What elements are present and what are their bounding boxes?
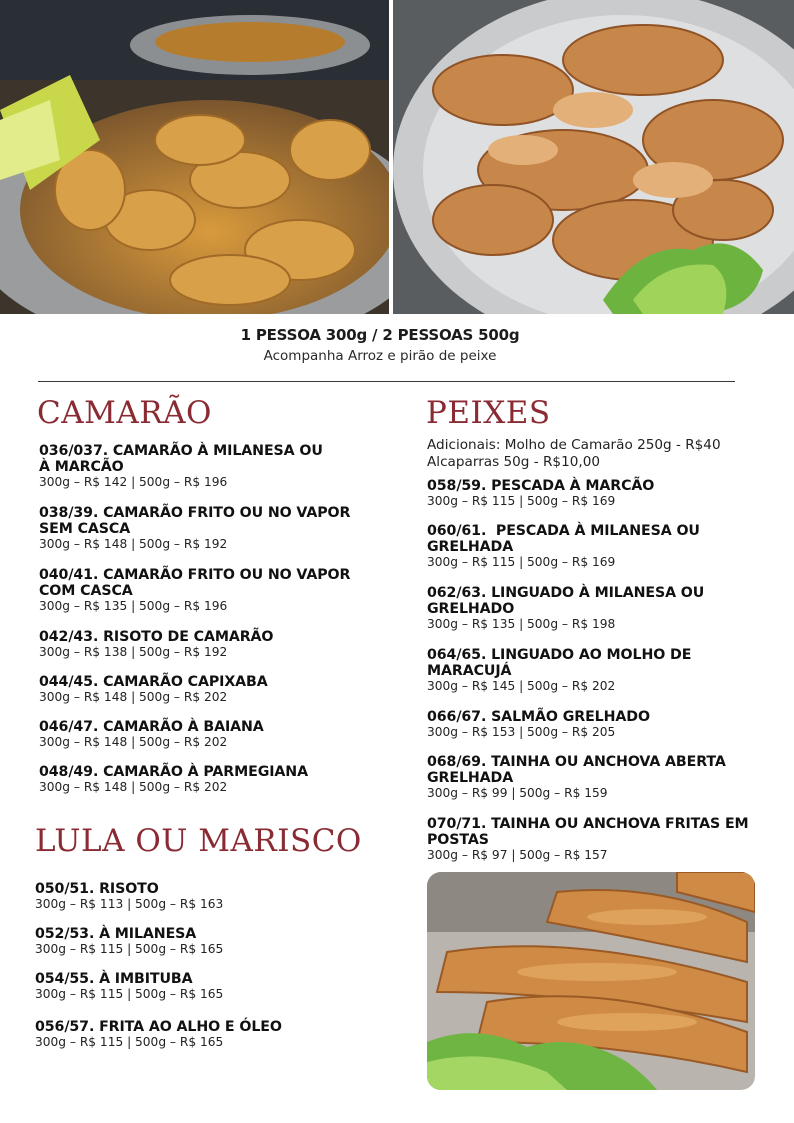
menu-item-price: 300g – R$ 153 | 500g – R$ 205 [427, 725, 616, 739]
divider [38, 381, 735, 382]
menu-item [39, 629, 399, 674]
menu-item [39, 443, 399, 505]
menu-item [427, 585, 787, 647]
menu-item-name: 060/61. PESCADA À MILANESA OU GRELHADA [427, 523, 700, 555]
breaded-fish-strips-photo [427, 872, 755, 1090]
menu-item-price: 300g – R$ 115 | 500g – R$ 169 [427, 555, 616, 569]
section-title-lula-ou-marisco: LULA OU MARISCO [35, 823, 362, 859]
menu-item-price: 300g – R$ 97 | 500g – R$ 157 [427, 848, 608, 862]
menu-item [427, 709, 787, 754]
menu-item-name: 042/43. RISOTO DE CAMARÃO [39, 629, 274, 645]
menu-item [39, 567, 399, 629]
serving-size-text: 1 PESSOA 300g / 2 PESSOAS 500g [240, 326, 520, 344]
menu-item-name: 048/49. CAMARÃO À PARMEGIANA [39, 764, 308, 780]
breaded-shrimp-plate-photo [393, 0, 794, 314]
menu-item [35, 881, 395, 926]
menu-item [35, 926, 395, 971]
menu-item-price: 300g – R$ 135 | 500g – R$ 196 [39, 599, 228, 613]
section-title-camarao: CAMARÃO [37, 395, 212, 431]
menu-item-name: 046/47. CAMARÃO À BAIANA [39, 719, 264, 735]
menu-item [427, 816, 787, 878]
menu-item-price: 300g – R$ 115 | 500g – R$ 165 [35, 1035, 224, 1049]
menu-item-name: 054/55. À IMBITUBA [35, 971, 193, 987]
menu-item-name: 044/45. CAMARÃO CAPIXABA [39, 674, 268, 690]
lula-list [35, 881, 395, 1064]
menu-item [39, 764, 399, 809]
fried-shrimp-with-lime-photo [0, 0, 389, 314]
menu-item [39, 505, 399, 567]
menu-item-name: 052/53. À MILANESA [35, 926, 197, 942]
menu-item [427, 478, 787, 523]
menu-item-price: 300g – R$ 145 | 500g – R$ 202 [427, 679, 616, 693]
menu-item [427, 523, 787, 585]
menu-item [35, 1019, 395, 1064]
addon-text: Alcaparras 50g - R$10,00 [427, 454, 600, 470]
menu-item-price: 300g – R$ 148 | 500g – R$ 202 [39, 780, 228, 794]
camarao-list [39, 443, 399, 809]
menu-item [39, 674, 399, 719]
menu-item-name: 036/037. CAMARÃO À MILANESA OU À MARCÃO [39, 443, 323, 475]
menu-item [35, 971, 395, 1019]
menu-item-price: 300g – R$ 148 | 500g – R$ 202 [39, 735, 228, 749]
menu-item-price: 300g – R$ 99 | 500g – R$ 159 [427, 786, 608, 800]
menu-item-price: 300g – R$ 142 | 500g – R$ 196 [39, 475, 228, 489]
menu-item-price: 300g – R$ 115 | 500g – R$ 165 [35, 987, 224, 1001]
addon-text: Adicionais: Molho de Camarão 250g - R$40 [427, 437, 721, 453]
menu-item-name: 066/67. SALMÃO GRELHADO [427, 709, 650, 725]
menu-item-price: 300g – R$ 115 | 500g – R$ 165 [35, 942, 224, 956]
menu-item-name: 064/65. LINGUADO AO MOLHO DE MARACUJÁ [427, 647, 692, 679]
menu-item-price: 300g – R$ 113 | 500g – R$ 163 [35, 897, 224, 911]
menu-item-price: 300g – R$ 138 | 500g – R$ 192 [39, 645, 228, 659]
menu-item-name: 040/41. CAMARÃO FRITO OU NO VAPOR COM CASCA [39, 567, 351, 599]
menu-item-name: 070/71. TAINHA OU ANCHOVA FRITAS EM POSTAS [427, 816, 749, 848]
menu-item [427, 647, 787, 709]
menu-item-name: 062/63. LINGUADO À MILANESA OU GRELHADO [427, 585, 705, 617]
menu-item-name: 068/69. TAINHA OU ANCHOVA ABERTA GRELHADA [427, 754, 726, 786]
section-title-peixes: PEIXES [426, 395, 551, 431]
menu-item-name: 056/57. FRITA AO ALHO E ÓLEO [35, 1019, 282, 1035]
serving-accompaniment-text: Acompanha Arroz e pirão de peixe [263, 348, 497, 364]
menu-item-price: 300g – R$ 148 | 500g – R$ 192 [39, 537, 228, 551]
menu-item-price: 300g – R$ 115 | 500g – R$ 169 [427, 494, 616, 508]
menu-item-name: 050/51. RISOTO [35, 881, 159, 897]
menu-item-name: 058/59. PESCADA À MARCÃO [427, 478, 655, 494]
menu-item [427, 754, 787, 816]
peixes-addons [427, 437, 787, 471]
menu-item [39, 719, 399, 764]
menu-item-price: 300g – R$ 148 | 500g – R$ 202 [39, 690, 228, 704]
menu-item-name: 038/39. CAMARÃO FRITO OU NO VAPOR SEM CASCA [39, 505, 351, 537]
menu-item-price: 300g – R$ 135 | 500g – R$ 198 [427, 617, 616, 631]
peixes-list [427, 478, 787, 878]
